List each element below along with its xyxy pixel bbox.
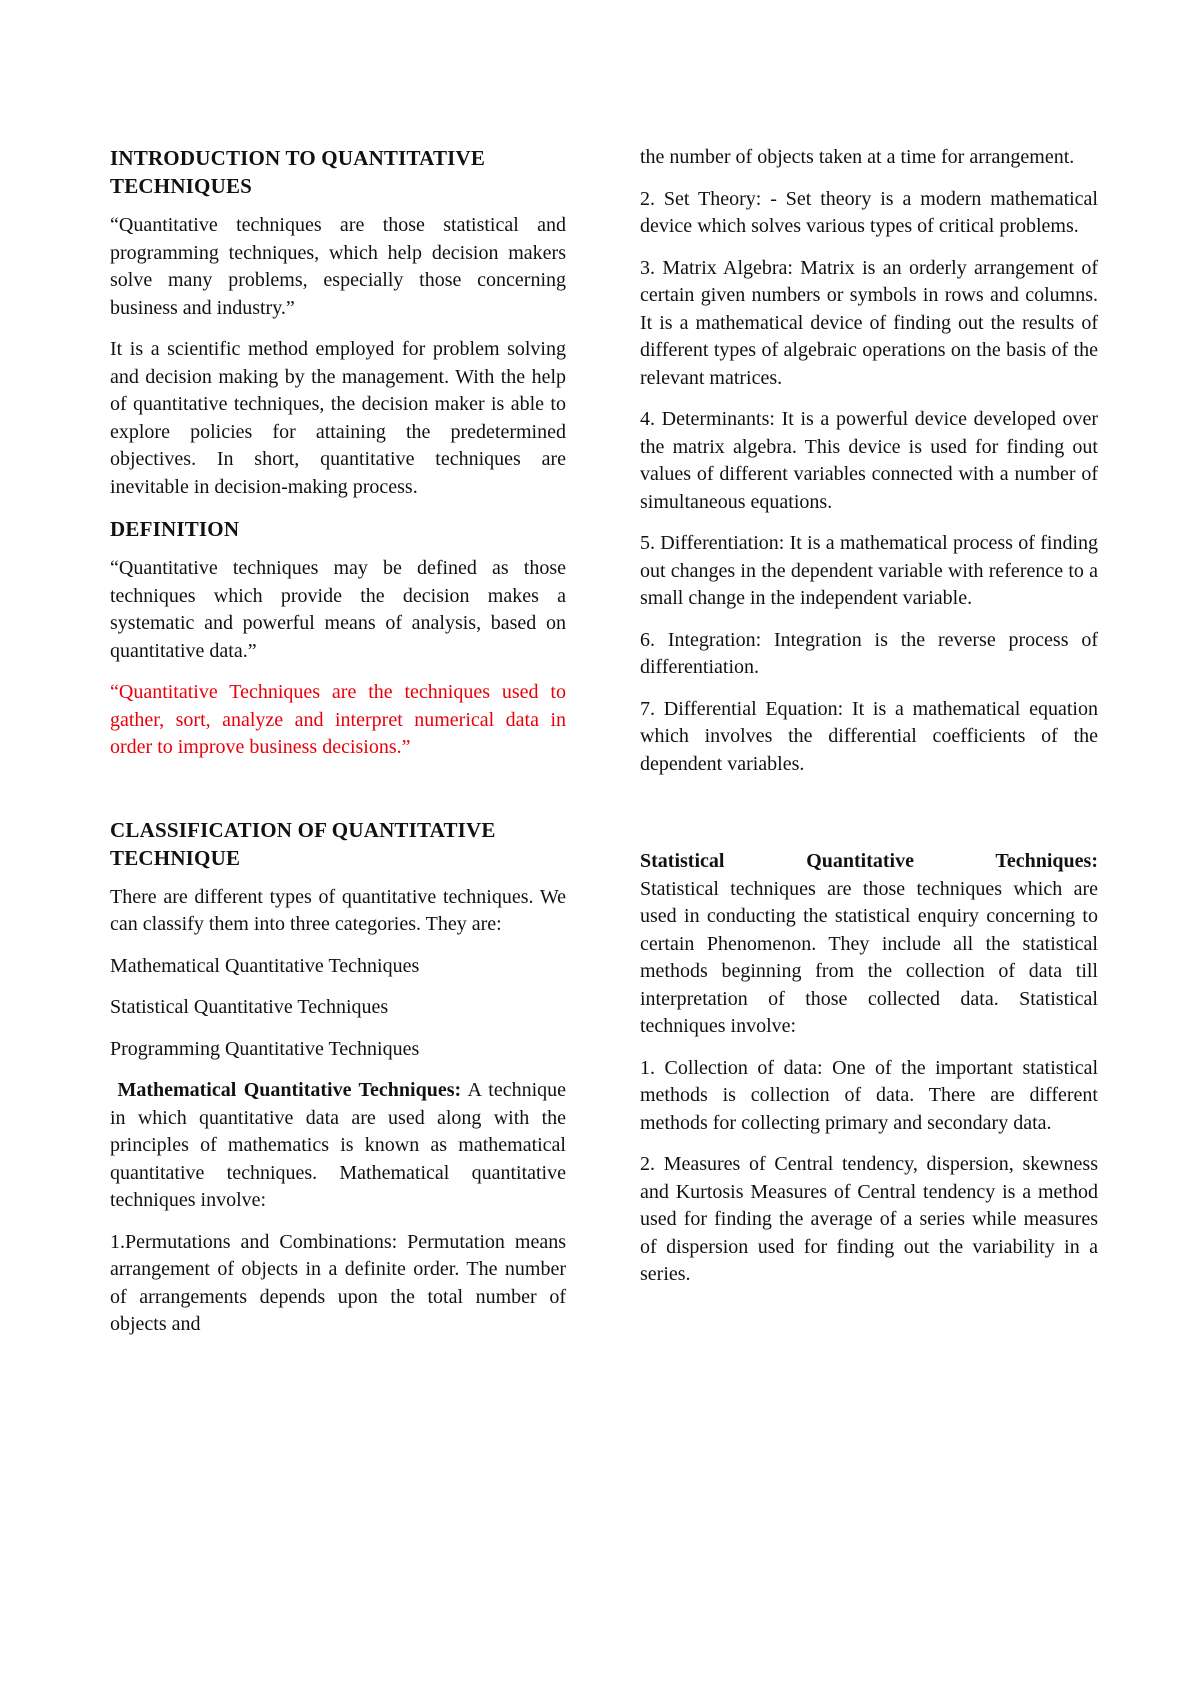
matrix-algebra-paragraph: 3. Matrix Algebra: Matrix is an orderly arrangement of certain given numbers or symbols in rows and columns. It is a mathematical device of finding out the results of different types of algebraic operations on the basis of the relevant matrices. xyxy=(640,256,1098,389)
left-column xyxy=(110,144,566,1353)
set-theory-paragraph: 2. Set Theory: - Set theory is a modern mathematical device which solves various types of critical problems. xyxy=(640,187,1098,237)
permutations-continued: the number of objects taken at a time for arrangement. xyxy=(640,146,1075,168)
definition-quote-1: “Quantitative techniques may be defined as those techniques which provide the decision makes a systematic and powerful means of analysis, based on quantitative data.” xyxy=(110,557,566,662)
intro-paragraph: It is a scientific method employed for problem solving and decision making by the management. With the help of quantitative techniques, the decision maker is able to explore policies for attaining the predetermined objectives. In short, quantitative techniques are inevitable in decision-making process. xyxy=(110,338,566,498)
collection-paragraph: 1. Collection of data: One of the important statistical methods is collection of data. There are different methods for collecting primary and secondary data. xyxy=(640,1056,1098,1134)
classification-heading: CLASSIFICATION OF QUANTITATIVE TECHNIQUE xyxy=(110,817,496,870)
definition-quote-2: “Quantitative Techniques are the techniques used to gather, sort, analyze and interpret numerical data in order to improve business decisions.” xyxy=(110,681,566,758)
math-techniques-text: A technique in which quantitative data are used along with the principles of mathematics is known as mathematical quantitative techniques. Mathematical quantitative techniques involve: xyxy=(110,1079,567,1211)
definition-heading: DEFINITION xyxy=(110,517,240,541)
math-techniques-paragraph xyxy=(110,1077,566,1215)
differentiation-paragraph: 5. Differentiation: It is a mathematical process of finding out changes in the dependent variable with reference to a small change in the independent variable. xyxy=(640,532,1098,609)
permutations-paragraph: 1.Permutations and Combinations: Permutation means arrangement of objects in a definite order. The number of arrangements depends upon the total number of objects and xyxy=(110,1230,566,1335)
classification-intro: There are different types of quantitative techniques. We can classify them into three categories. They are: xyxy=(110,885,566,935)
statistical-techniques-text: Statistical techniques are those techniques which are used in conducting the statistical enquiry concerning to certain Phenomenon. They include all the statistical methods beginning from the collection of data till interpretation of those collected data. Statistical techniques involve: xyxy=(640,877,1098,1037)
category-item: Statistical Quantitative Techniques xyxy=(110,996,389,1018)
determinants-paragraph: 4. Determinants: It is a powerful device developed over the matrix algebra. This device is used for finding out values of different variables connected with a number of simultaneous equations. xyxy=(640,408,1098,513)
right-column xyxy=(640,144,1098,1303)
page-title: INTRODUCTION TO QUANTITATIVE TECHNIQUES xyxy=(110,146,486,198)
statistical-techniques-heading: Statistical Quantitative Techniques: xyxy=(640,850,1098,872)
measures-paragraph: 2. Measures of Central tendency, dispersion, skewness and Kurtosis Measures of Central tendency is a method used for finding the average of a series while measures of dispersion used for finding out the variability in a series. xyxy=(640,1153,1098,1285)
differential-equation-paragraph: 7. Differential Equation: It is a mathematical equation which involves the differential coefficients of the dependent variables. xyxy=(640,697,1098,775)
math-techniques-heading: Mathematical Quantitative Techniques: xyxy=(117,1079,462,1101)
integration-paragraph: 6. Integration: Integration is the reverse process of differentiation. xyxy=(640,628,1098,678)
category-item: Programming Quantitative Techniques xyxy=(110,1037,420,1060)
category-item: Mathematical Quantitative Techniques xyxy=(110,954,420,977)
intro-quote: “Quantitative techniques are those statistical and programming techniques, which help decision makers solve many problems, especially those concerning business and industry.” xyxy=(110,214,566,319)
